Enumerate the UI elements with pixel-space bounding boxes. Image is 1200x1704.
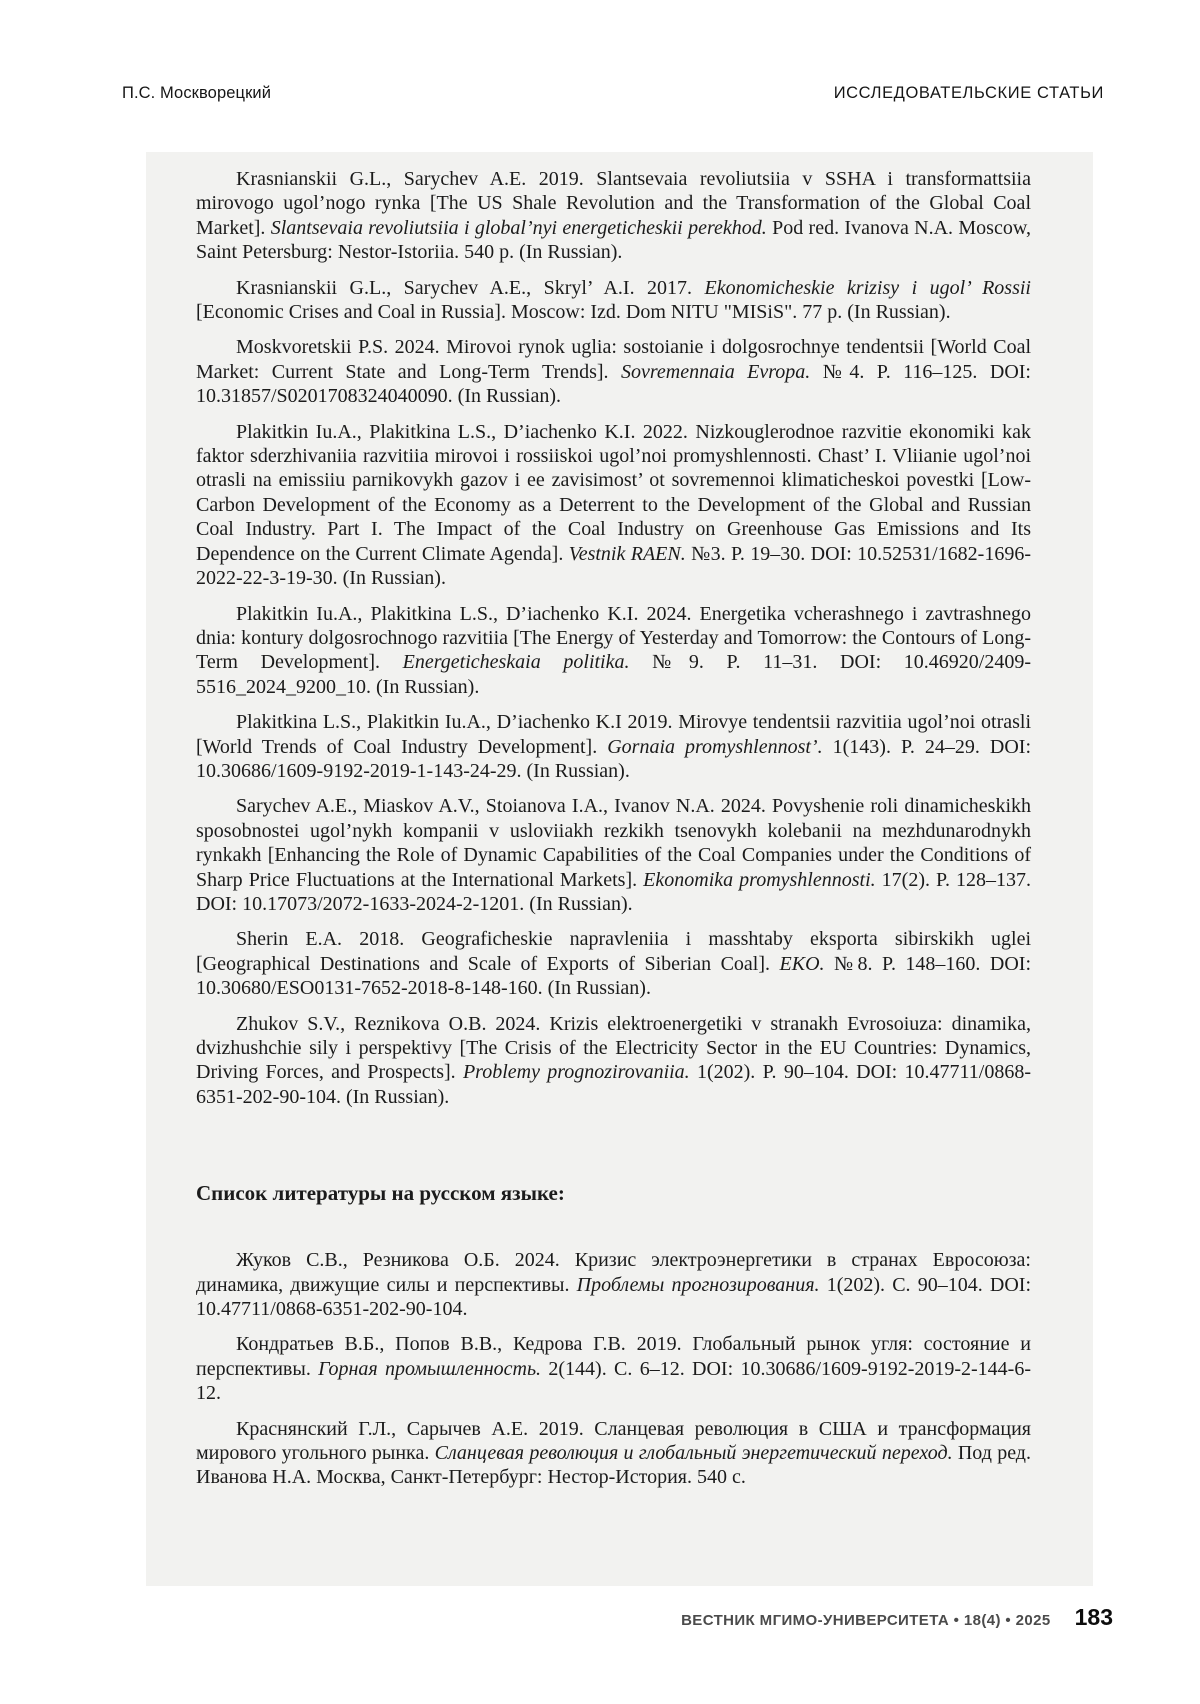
reference-item bbox=[196, 1332, 1031, 1405]
reference-item bbox=[196, 927, 1031, 1000]
reference-item bbox=[196, 710, 1031, 783]
reference-item bbox=[196, 420, 1031, 591]
reference-text: Moskvoretskii P.S. 2024. Mirovoi rynok uglia: sostoianie i dolgosrochnye tendentsii [World Coal Market: Current State and Long-Term Trends]. bbox=[196, 336, 1031, 383]
reference-source-italic: Ekonomika promyshlennosti. bbox=[643, 868, 876, 891]
references-russian bbox=[196, 1248, 1031, 1490]
reference-text: Жуков С.В., Резникова О.Б. 2024. Кризис электроэнергетики в странах Евросоюза: динамика, движущие силы и перспективы. bbox=[196, 1249, 1031, 1296]
reference-item bbox=[196, 1248, 1031, 1321]
reference-source-italic: Проблемы прогнозирования. bbox=[576, 1273, 820, 1296]
reference-source-italic: Energeticheskaia politika. bbox=[402, 651, 630, 674]
references-panel bbox=[146, 152, 1093, 1586]
russian-references-heading: Список литературы на русском языке: bbox=[196, 1181, 565, 1206]
reference-source-italic: Problemy prognozirovaniia. bbox=[462, 1061, 690, 1084]
reference-source-italic: Vestnik RAEN. bbox=[568, 542, 686, 565]
reference-text: №4. P. 116–125. DOI: 10.31857/S0201708324040090. (In Russian). bbox=[196, 360, 1031, 408]
reference-item bbox=[196, 167, 1031, 265]
reference-text: 2(144). С. 6–12. DOI: 10.30686/1609-9192-2019-2-144-6-12. bbox=[196, 1357, 1031, 1405]
references-english bbox=[196, 167, 1031, 1109]
reference-text: Sherin E.A. 2018. Geograficheskie napravleniia i masshtaby eksporta sibirskikh uglei [Geographical Destinations and Scale of Exports of Siberian Coal]. bbox=[196, 928, 1031, 975]
header-author: П.С. Москворецкий bbox=[122, 84, 272, 102]
reference-text: Pod red. Ivanova N.A. Moscow, Saint Petersburg: Nestor-Istoriia. 540 p. (In Russian). bbox=[196, 216, 1031, 264]
reference-text: Krasnianskii G.L., Sarychev A.E. 2019. Slantsevaia revoliutsiia v SSHA i transformattsiia mirovogo ugol’nogo rynka [The US Shale Revolution and the Transformation of the Global Coal Market]. bbox=[196, 168, 1031, 239]
reference-text: №3. P. 19–30. DOI: 10.52531/1682-1696-2022-22-3-19-30. (In Russian). bbox=[196, 542, 1032, 590]
reference-text: Под ред. Иванова Н.А. Москва, Санкт-Петербург: Нестор-История. 540 с. bbox=[196, 1442, 1031, 1489]
reference-source-italic: Slantsevaia revoliutsiia i global’nyi energeticheskii perekhod. bbox=[270, 216, 767, 239]
reference-text: Кондратьев В.Б., Попов В.В., Кедрова Г.В. 2019. Глобальный рынок угля: состояние и перспективы. bbox=[196, 1333, 1031, 1380]
reference-text: [Economic Crises and Coal in Russia]. Moscow: Izd. Dom NITU "MISiS". 77 p. (In Russian). bbox=[196, 301, 951, 324]
reference-item bbox=[196, 276, 1031, 325]
reference-text: 1(143). P. 24–29. DOI: 10.30686/1609-9192-2019-1-143-24-29. (In Russian). bbox=[196, 735, 1031, 782]
reference-source-italic: Ekonomicheskie krizisy i ugol’ Rossii bbox=[704, 276, 1031, 299]
reference-source-italic: Горная промышленность. bbox=[318, 1357, 542, 1380]
reference-text: Sarychev A.E., Miaskov A.V., Stoianova I.A., Ivanov N.A. 2024. Povyshenie roli dinamicheskikh sposobnostei ugol’nykh kompanii v usloviiakh rezkikh tsenovykh kolebanii na mezhdunarodnykh rynkakh [Enhancing the Role of Dynamic Capabilities of the Coal Companies under the Conditions of Sharp Price Fluctuations at the International Markets]. bbox=[196, 795, 1031, 891]
reference-text: Zhukov S.V., Reznikova O.B. 2024. Krizis elektroenergetiki v stranakh Evrosoiuza: dinamika, dvizhushchie sily i perspektivy [The Crisis of the Electricity Sector in the EU Countries: Dynamics, Driving Forces, and Prospects]. bbox=[196, 1012, 1031, 1084]
running-footer bbox=[122, 1604, 1113, 1631]
reference-item bbox=[196, 794, 1031, 916]
reference-text: №8. P. 148–160. DOI: 10.30680/ESO0131-7652-2018-8-148-160. (In Russian). bbox=[196, 952, 1032, 1000]
reference-source-italic: Sovremennaia Evropa. bbox=[621, 360, 811, 383]
reference-text: Krasnianskii G.L., Sarychev A.E., Skryl’ A.I. 2017. bbox=[236, 276, 705, 299]
reference-text: Plakitkin Iu.A., Plakitkina L.S., D’iachenko K.I. 2022. Nizkouglerodnoe razvitie ekonomiki kak faktor sderzhivaniia razvitiia mirovoi i rossiiskoi ugol’noi promyshlennosti. Chast’ I. Vliianie ugol’noi otrasli na emissiiu parnikovykh gazov i ee zavisimost’ ot sovremennoi klimaticheskoi povestki [Low-Carbon Development of the Economy as a Deterrent to the Development of the Global and Russian Coal Industry. Part I. The Impact of the Coal Industry on Greenhouse Gas Emissions and Its Dependence on the Current Climate Agenda]. bbox=[196, 420, 1031, 565]
reference-text: Plakitkina L.S., Plakitkin Iu.A., D’iachenko K.I 2019. Mirovye tendentsii razvitiia ugol’noi otrasli [World Trends of Coal Industry Development]. bbox=[196, 711, 1031, 758]
reference-text: Краснянский Г.Л., Сарычев А.Е. 2019. Сланцевая революция в США и трансформация мирового угольного рынка. bbox=[196, 1417, 1031, 1465]
footer-journal-line: ВЕСТНИК МГИМО-УНИВЕРСИТЕТА • 18(4) • 2025 bbox=[681, 1612, 1051, 1629]
reference-source-italic: Gornaia promyshlennost’. bbox=[607, 735, 823, 758]
reference-text: 17(2). P. 128–137. DOI: 10.17073/2072-1633-2024-2-1201. (In Russian). bbox=[196, 868, 1031, 915]
reference-item bbox=[196, 335, 1031, 408]
reference-item bbox=[196, 1012, 1031, 1110]
footer-page-number: 183 bbox=[1074, 1604, 1113, 1630]
reference-text: Plakitkin Iu.A., Plakitkina L.S., D’iachenko K.I. 2024. Energetika vcherashnego i zavtrashnego dnia: kontury dolgosrochnogo razvitiia [The Energy of Yesterday and Tomorrow: the Contours of Long-Term Development]. bbox=[196, 602, 1031, 674]
reference-text: 1(202). С. 90–104. DOI: 10.47711/0868-6351-202-90-104. bbox=[196, 1273, 1031, 1321]
running-header bbox=[122, 84, 1104, 103]
reference-item bbox=[196, 602, 1031, 700]
reference-source-italic: Сланцевая революция и глобальный энергетический переход. bbox=[434, 1442, 953, 1465]
reference-text: 1(202). P. 90–104. DOI: 10.47711/0868-6351-202-90-104. (In Russian). bbox=[196, 1061, 1031, 1108]
reference-item bbox=[196, 1417, 1031, 1490]
reference-text: №9. P. 11–31. DOI: 10.46920/2409-5516_2024_9200_10. (In Russian). bbox=[196, 651, 1031, 698]
header-section-label: ИССЛЕДОВАТЕЛЬСКИЕ СТАТЬИ bbox=[833, 84, 1104, 102]
reference-source-italic: EKO. bbox=[779, 952, 825, 975]
